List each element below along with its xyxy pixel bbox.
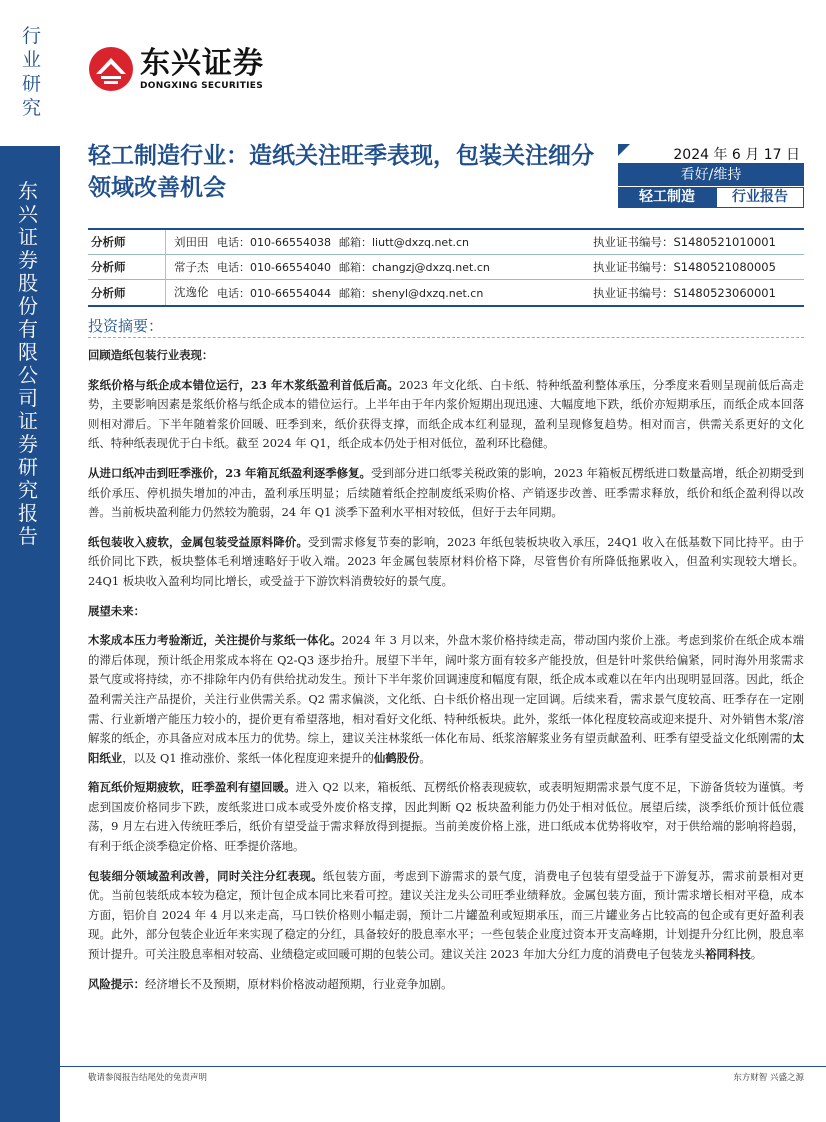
analyst-role: 分析师 bbox=[91, 285, 126, 300]
analyst-phone: 电话：010-66554040 bbox=[217, 261, 331, 274]
analyst-name: 刘田田 bbox=[165, 230, 217, 255]
analyst-row bbox=[88, 255, 804, 280]
analyst-name: 常子杰 bbox=[165, 255, 217, 280]
analyst-phone: 电话：010-66554044 bbox=[217, 286, 331, 300]
paragraph-text: 2023 年文化纸、白卡纸、特种纸盈利整体承压，分季度来看则呈现前低后高走势，主要影响因素是浆纸价格与纸企成本的错位运行。上半年由于年内浆价短期出现迅速、大幅度地下跌，纸价亦短期承压，而纸企成本回落则相对滞后。下半年随着浆价回暖、旺季到来，纸价获得支撑，而纸企成本红利显现，盈利呈现修复趋势。相对而言，供需关系更好的文化纸、特种纸表现优于白卡纸。截至 2024 年 Q1，纸企成本仍处于相对低位，盈利环比稳健。 bbox=[88, 377, 804, 451]
paragraph-lead: 浆纸价格与纸企成本错位运行，23 年木浆纸盈利首低后高。 bbox=[88, 377, 399, 392]
summary-heading: 投资摘要： bbox=[88, 317, 164, 335]
logo-en-text: DONGXING SECURITIES bbox=[140, 80, 264, 91]
report-date: 2024 年 6 月 17 日 bbox=[673, 147, 800, 163]
logo-mark-icon bbox=[88, 46, 134, 92]
paragraph-text: 纸包装方面，考虑到下游需求的景气度，消费电子包装有望受益于下游复苏，需求前景相对更优。当前包装纸成本较为稳定，预计包企成本同比来看可控。建议关注龙头公司旺季业绩释放。金属包装方面，预计需求增长相对平稳，成本方面，铝价自 2024 年 4 月以来走高，马口铁价格则小幅走弱，预计二片罐盈利或短期承压，而三片罐业务占比较高的包企或有更好盈利表现。此外，部分包装企业近年来实现了稳定的分红，具备较好的股息率水平；一些包装企业度过资本开支高峰期，计划提升分红比例，股息率预计提升。可关注股息率相对较高、业绩稳定或回暖可期的包装公司。建议关注 2023 年加大分红力度的消费电子包装龙头 bbox=[88, 868, 804, 962]
rating-badge: 看好/维持 bbox=[618, 164, 804, 186]
analyst-role: 分析师 bbox=[91, 235, 126, 249]
risk-paragraph bbox=[88, 975, 804, 995]
footer-slogan: 东方财智 兴盛之源 bbox=[733, 1073, 804, 1083]
paragraph-lead: 从进口纸冲击到旺季涨价，23 年箱瓦纸盈利逐季修复。 bbox=[88, 465, 371, 480]
analyst-email[interactable]: 邮箱：shenyl@dxzq.net.cn bbox=[339, 286, 484, 300]
industry-tag: 轻工制造 bbox=[618, 187, 716, 208]
paragraph-text: 受到需求修复节奏的影响，2023 年纸包装板块收入承压，24Q1 收入在低基数下同比持平。由于纸价同比下跌，板块整体毛利增速略好于收入端。2023 年金属包装原材料价格下降，尽管售价有所降低拖累收入，但盈利实现较大增长。24Q1 板块收入盈利均同比增长，或受益于下游饮料消费较好的景气度。 bbox=[88, 534, 804, 588]
sidebar-category-label: 行业研究 bbox=[22, 25, 42, 119]
report-type-tag: 行业报告 bbox=[716, 187, 804, 208]
paragraph-lead: 木浆成本压力考验渐近，关注提价与浆纸一体化。 bbox=[88, 633, 342, 648]
analyst-row bbox=[88, 230, 804, 255]
paragraph-end: 。 bbox=[750, 947, 763, 962]
analyst-cert: 执业证书编号：S1480521010001 bbox=[593, 235, 776, 249]
paragraph-lead: 纸包装收入疲软，金属包装受益原料降价。 bbox=[88, 534, 309, 549]
stock-name: 太阳纸业 bbox=[88, 731, 804, 765]
analyst-role: 分析师 bbox=[91, 260, 126, 274]
analyst-email[interactable]: 邮箱：liutt@dxzq.net.cn bbox=[339, 236, 470, 249]
paragraph-text: ，以及 Q1 推动涨价、浆纸一体化程度迎来提升的 bbox=[122, 750, 374, 765]
report-title: 轻工制造行业：造纸关注旺季表现，包装关注细分领域改善机会 bbox=[88, 143, 594, 201]
paragraph-text: 2024 年 3 月以来，外盘木浆价格持续走高，带动国内浆价上涨。考虑到浆价在纸企成本端的滞后体现，预计纸企用浆成本将在 Q2-Q3 逐步抬升。展望下半年，阔叶浆方面有较多产能投放，但是针叶浆供给偏紧，同时海外用浆需求景气度或将持续，亦不排除年内仍有供给扰动发生。预计下半年浆价回调速度和幅度有限，纸企成本或难以在年内出现明显回落。因此，纸企盈利需关注产品提价，关注行业供需关系。Q2 需求偏淡，文化纸、白卡纸价格出现一定回调。后续来看，需求景气度较高、旺季存在一定刚需、行业新增产能压力较小的，提价更有希望落地，相对看好文化纸、特种纸板块。此外，浆纸一体化程度较高或迎来提升、对外销售木浆/溶解浆的纸企，亦具备应对成本压力的优势。综上，建议关注林浆纸一体化布局、纸浆溶解浆业务有望贡献盈利、旺季有望受益文化纸刚需的 bbox=[88, 633, 804, 746]
logo-cn-text: 东兴证券 bbox=[140, 45, 264, 81]
footer-disclaimer: 敬请参阅报告结尾处的免责声明 bbox=[88, 1073, 208, 1083]
footer-divider bbox=[60, 1066, 826, 1067]
sidebar-company-label: 东兴证券股份有限公司证券研究报告 bbox=[18, 179, 38, 548]
risk-text: 经济增长不及预期，原材料价格波动超预期，行业竞争加剧。 bbox=[144, 976, 453, 991]
paragraph bbox=[88, 376, 804, 454]
analyst-table bbox=[88, 228, 804, 307]
analyst-row bbox=[88, 280, 804, 305]
outlook-heading: 展望未来： bbox=[88, 603, 145, 618]
review-heading: 回顾造纸包装行业表现： bbox=[88, 348, 214, 362]
paragraph bbox=[88, 533, 804, 592]
paragraph-lead: 包装细分领域盈利改善，同时关注分红表现。 bbox=[88, 868, 323, 883]
paragraph bbox=[88, 464, 804, 523]
paragraph bbox=[88, 867, 804, 965]
risk-lead: 风险提示： bbox=[88, 976, 145, 991]
analyst-cert: 执业证书编号：S1480521080005 bbox=[593, 260, 776, 274]
paragraph bbox=[88, 778, 804, 856]
analyst-phone: 电话：010-66554038 bbox=[217, 236, 331, 249]
analyst-name: 沈逸伦 bbox=[165, 280, 217, 305]
paragraph bbox=[88, 631, 804, 768]
info-tags bbox=[618, 187, 804, 208]
sidebar-top bbox=[0, 0, 60, 146]
analyst-email[interactable]: 邮箱：changzj@dxzq.net.cn bbox=[339, 261, 490, 274]
paragraph-lead: 箱瓦纸价短期疲软，旺季盈利有望回暖。 bbox=[88, 780, 296, 795]
paragraph-text: 进入 Q2 以来，箱板纸、瓦楞纸价格表现疲软，或表明短期需求景气度不足，下游备货较为谨慎。考虑到国废价格同步下跌，废纸浆进口成本或受外废价格支撑，因此判断 Q2 板块盈利能力仍处于相对低位。展望后续，淡季纸价预计低位震荡，9 月左右进入传统旺季后，纸价有望受益于需求释放得到提振。当前美废价格上涨，进口纸成本优势将收窄，对于供给端的影响将趋弱，有利于纸企淡季稳定价格、旺季提价落地。 bbox=[88, 780, 804, 854]
sidebar-bar bbox=[0, 146, 60, 1122]
stock-name: 仙鹤股份 bbox=[373, 750, 420, 765]
summary-divider bbox=[88, 337, 804, 338]
paragraph-text: 受到部分进口纸零关税政策的影响，2023 年箱板瓦楞纸进口数量高增，纸企初期受到纸价承压、停机损失增加的冲击，盈利承压明显；后续随着纸企控制废纸采购价格、产销逐步改善、旺季需求释放，纸价和纸企盈利得以改善。当前板块盈利能力仍然较为脆弱，24 年 Q1 淡季下盈利水平相对较低，但好于去年同期。 bbox=[88, 465, 804, 520]
company-logo bbox=[88, 46, 264, 92]
paragraph-end: 。 bbox=[419, 750, 431, 765]
analyst-cert: 执业证书编号：S1480523060001 bbox=[593, 285, 776, 300]
stock-name: 裕同科技 bbox=[705, 947, 751, 962]
summary-body bbox=[88, 346, 804, 1004]
